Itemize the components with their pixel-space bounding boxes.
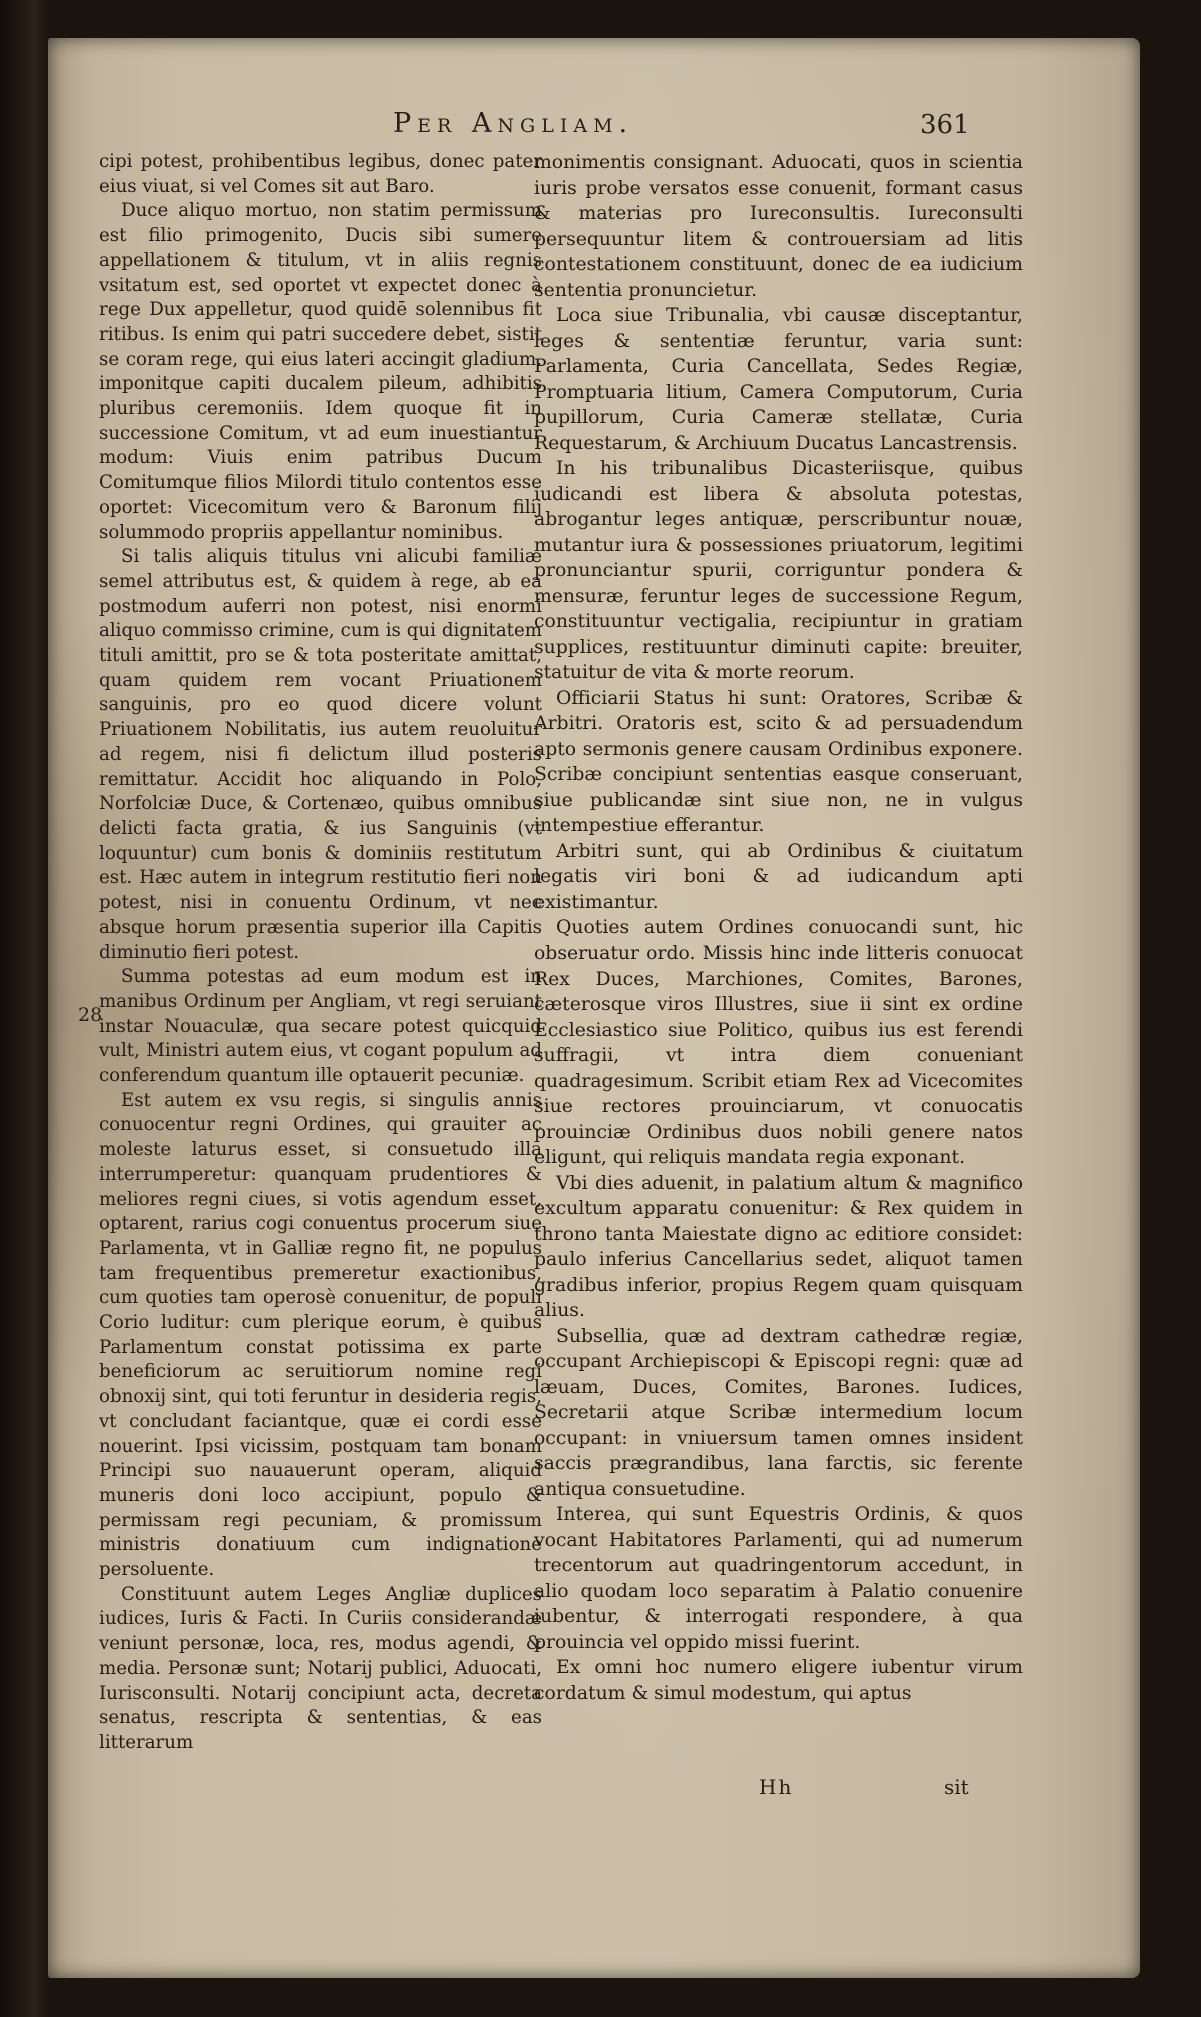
page-header <box>48 108 1140 148</box>
page-sheet <box>48 38 1140 1978</box>
paragraph: Arbitri sunt, qui ab Ordinibus & ciuitatum legatis viri boni & ad iudicandum apti existimantur. <box>534 840 1023 913</box>
paragraph: Ex omni hoc numero eligere iubentur virum cordatum & simul modestum, qui aptus <box>534 1657 1023 1704</box>
paragraph: monimentis consignant. Aduocati, quos in scientia iuris probe versatos esse conuenit, formant casus & materias pro Iureconsultis. Iureconsulti persequuntur litem & controuersiam ad litis contestationem constituunt, donec de ea iudicium sententia pronuncietur. <box>534 152 1023 301</box>
right-column <box>534 150 1023 1706</box>
paragraph: Summa potestas ad eum modum est in manibus Ordinum per Angliam, vt regi seruiant instar Nouaculæ, qua secare potest quicquid vult, Ministri autem eius, vt cogant populum ad conferendum quantum ille optauerit pecuniæ. <box>99 966 542 1087</box>
paragraph: Subsellia, quæ ad dextram cathedræ regiæ, occupant Archiepiscopi & Episcopi regni: quæ ad læuam, Duces, Comites, Barones. Iudices, Secretarii atque Scribæ intermedium locum occupant: in vniuersum tamen omnes insident saccis prægrandibus, lana farctis, sic ferente antiqua consuetudine. <box>534 1325 1023 1500</box>
left-column <box>99 150 542 1756</box>
paragraph: Si talis aliquis titulus vni alicubi familiæ semel attributus est, & quidem à rege, ab ea postmodum auferri non potest, nisi enormi aliquo commisso crimine, cum is qui dignitatem tituli amittit, pro se & tota posteritate amittat, quam quidem rem vocant Priuationem sanguinis, pro eo quod dicere volunt Priuationem Nobilitatis, ius autem reuoluitur ad regem, nisi fi delictum illud posteris remittatur. Accidit hoc aliquando in Polo, Norfolciæ Duce, & Cortenæo, quibus omnibus delicti facta gratia, & ius Sanguinis (vt loquuntur) cum bonis & dominiis restitutum est. Hæc autem in integrum restitutio fieri non potest, nisi in conuentu Ordinum, vt nec absque horum præsentia superior illa Capitis diminutio fieri potest. <box>99 546 542 963</box>
paragraph: Officiarii Status hi sunt: Oratores, Scribæ & Arbitri. Oratoris est, scito & ad persuadendum apto sermonis genere causam Ordinibus exponere. Scribæ concipiunt sententias easque conseruant, siue publicandæ sint siue non, ne in vulgus intempestiue efferantur. <box>534 687 1023 837</box>
paragraph: In his tribunalibus Dicasteriisque, quibus iudicandi est libera & absoluta potestas, abrogantur leges antiquæ, perscribuntur nouæ, mutantur iura & possessiones priuatorum, legitimi pronunciantur spurii, corriguntur pondera & mensuræ, feruntur leges de successione Regum, constituuntur vectigalia, recipiuntur in gratiam supplices, restituuntur diminuti capite: breuiter, statuitur de vita & morte reorum. <box>534 458 1023 684</box>
paragraph: Interea, qui sunt Equestris Ordinis, & quos vocant Habitatores Parlamenti, qui ad numerum trecentorum aut quadringentorum accedunt, in alio quodam loco separatim à Palatio conuenire iubentur, & interrogati respondere, à qua prouincia vel oppido missi fuerint. <box>534 1504 1023 1653</box>
signature-mark: Hh <box>759 1775 794 1799</box>
paragraph: Quoties autem Ordines conuocandi sunt, hic obseruatur ordo. Missis hinc inde litteris conuocat Rex Duces, Marchiones, Comites, Barones, cæterosque viros Illustres, siue ii sint ex ordine Ecclesiastico siue Politico, quibus ius est ferendi suffragii, vt intra diem conueniant quadragesimum. Scribit etiam Rex ad Vicecomites siue rectores prouinciarum, vt conuocatis prouinciæ Ordinibus duos nobili genere natos eligunt, qui reliquis mandata regia exponant. <box>534 917 1023 1169</box>
catchword: sit <box>944 1775 969 1799</box>
page-footer <box>48 1775 1140 1805</box>
paragraph: Constituunt autem Leges Angliæ duplices iudices, Iuris & Facti. In Curiis considerandæ veniunt personæ, loca, res, modus agendi, & media. Personæ sunt; Notarij publici, Aduocati, Iurisconsulti. Notarij concipiunt acta, decreta senatus, rescripta & sententias, & eas litterarum <box>99 1583 542 1753</box>
paragraph: Vbi dies aduenit, in palatium altum & magnifico excultum apparatu conuenitur: & Rex quidem in throno tanta Maiestate digno ac editiore considet: paulo inferius Cancellarius sedet, aliquot tamen gradibus inferior, propius Regem quam quisquam alius. <box>534 1172 1023 1322</box>
paragraph: Est autem ex vsu regis, si singulis annis conuocentur regni Ordines, qui grauiter ac moleste laturus esset, si consuetudo illa interrumperetur: quanquam prudentiores & meliores regni ciues, si votis agendum esset, optarent, rarius cogi conuentus procerum siue Parlamenta, vt in Galliæ regno fit, ne populus tam frequentibus premeretur exactionibus, cum quoties tam operosè conuenitur, de populi Corio luditur: cum plerique eorum, è quibus Parlamentum constat potissima ex parte beneficiorum ac seruitiorum nomine regi obnoxij sint, qui toti feruntur in desideria regis, vt concludant faciantque, quæ ei cordi esse nouerint. Ipsi vicissim, postquam tam bonam Principi suo nauauerunt operam, aliquid muneris doni loco accipiunt, populo & permissam regi pecuniam, & promissum ministris donatiuum cum indignatione persoluente. <box>99 1089 542 1581</box>
page-number: 361 <box>920 110 970 140</box>
marginal-number: 28 <box>78 1004 103 1026</box>
paragraph: Loca siue Tribunalia, vbi causæ disceptantur, leges & sententiæ feruntur, varia sunt: Parlamenta, Curia Cancellata, Sedes Regiæ, Promptuaria litium, Camera Computorum, Curia pupillorum, Curia Cameræ stellatæ, Curia Requestarum, & Archiuum Ducatus Lancastrensis. <box>534 305 1023 454</box>
paragraph: cipi potest, prohibentibus legibus, donec pater eius viuat, si vel Comes sit aut Baro. <box>99 151 542 197</box>
running-head: Per Angliam. <box>393 108 634 139</box>
paragraph: Duce aliquo mortuo, non statim permissum est filio primogenito, Ducis sibi sumere appellationem & titulum, vt in aliis regnis vsitatum est, sed oportet vt expectet donec à rege Dux appelletur, quod quidē solennibus fit ritibus. Is enim qui patri succedere debet, sistit se coram rege, qui eius lateri accingit gladium, imponitque capiti ducalem pileum, adhibitis pluribus ceremoniis. Idem quoque fit in successione Comitum, vt ad eum inuestiantur modum: Viuis enim patribus Ducum Comitumque filios Milordi titulo contentos esse oportet: Vicecomitum vero & Baronum filij solummodo propriis appellantur nominibus. <box>99 200 542 543</box>
